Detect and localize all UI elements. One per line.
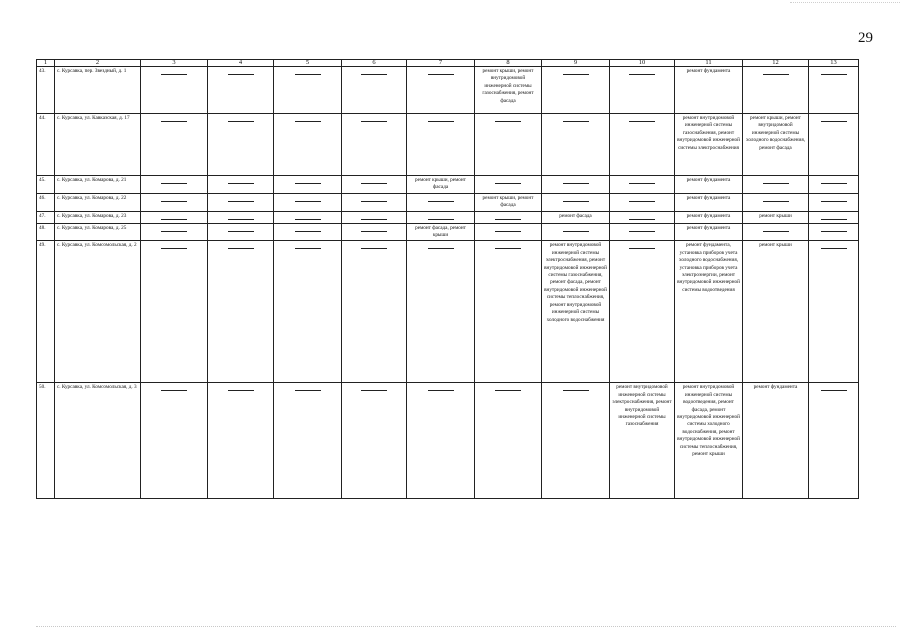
empty-cell <box>542 193 610 211</box>
row-number: 49. <box>37 241 55 383</box>
work-description-cell: ремонт внутридомовой инженерной системы газоснабжения, ремонт внутридомовой инженерной системы электроснабжения <box>675 114 743 176</box>
empty-cell <box>141 223 208 241</box>
dash-mark <box>295 219 321 220</box>
dash-mark <box>629 74 655 75</box>
table-row <box>37 193 859 211</box>
empty-cell <box>141 193 208 211</box>
empty-cell <box>342 193 407 211</box>
empty-cell <box>743 67 809 114</box>
work-description-cell: ремонт фундамента <box>743 383 809 499</box>
dash-mark <box>495 219 521 220</box>
work-description-cell: ремонт крыши, ремонт внутридомовой инженерной системы газоснабжения, ремонт фасада <box>475 67 542 114</box>
empty-cell <box>743 223 809 241</box>
col-header: 6 <box>342 60 407 67</box>
empty-cell <box>475 223 542 241</box>
row-number: 47. <box>37 211 55 223</box>
dash-mark <box>563 201 589 202</box>
dash-mark <box>821 121 847 122</box>
empty-cell <box>809 223 859 241</box>
dash-mark <box>428 74 454 75</box>
empty-cell <box>274 383 342 499</box>
dash-mark <box>563 390 589 391</box>
dash-mark <box>361 231 387 232</box>
empty-cell <box>475 114 542 176</box>
dash-mark <box>228 74 254 75</box>
table-row <box>37 383 859 499</box>
work-description-cell: ремонт фасада, ремонт крыши <box>407 223 475 241</box>
page-number: 29 <box>858 30 873 46</box>
dash-mark <box>821 219 847 220</box>
empty-cell <box>141 383 208 499</box>
empty-cell <box>141 114 208 176</box>
dash-mark <box>161 183 187 184</box>
dash-mark <box>161 248 187 249</box>
dash-mark <box>563 231 589 232</box>
dash-mark <box>161 121 187 122</box>
dash-mark <box>821 248 847 249</box>
empty-cell <box>342 67 407 114</box>
dash-mark <box>295 231 321 232</box>
address-cell: с. Курсавка, пер. Звездный, д. 1 <box>55 67 141 114</box>
col-header: 7 <box>407 60 475 67</box>
dash-mark <box>821 74 847 75</box>
dash-mark <box>361 201 387 202</box>
col-header: 2 <box>55 60 141 67</box>
work-description-cell: ремонт фундамента, установка приборов учета холодного водоснабжения, установка приборов учета электроэнергии, ремонт внутридомовой инженерной системы водоотведения <box>675 241 743 383</box>
dash-mark <box>228 231 254 232</box>
dash-mark <box>629 201 655 202</box>
empty-cell <box>610 176 675 194</box>
empty-cell <box>407 383 475 499</box>
empty-cell <box>475 241 542 383</box>
empty-cell <box>743 193 809 211</box>
dash-mark <box>428 390 454 391</box>
dash-mark <box>228 183 254 184</box>
address-cell: с. Курсавка, ул. Комсомольская, д. 2 <box>55 241 141 383</box>
empty-cell <box>809 383 859 499</box>
col-header: 4 <box>208 60 274 67</box>
dash-mark <box>629 219 655 220</box>
empty-cell <box>274 241 342 383</box>
dash-mark <box>821 231 847 232</box>
empty-cell <box>542 67 610 114</box>
empty-cell <box>274 193 342 211</box>
dash-mark <box>161 201 187 202</box>
dash-mark <box>295 390 321 391</box>
table-row <box>37 114 859 176</box>
dash-mark <box>161 390 187 391</box>
empty-cell <box>407 241 475 383</box>
col-header: 13 <box>809 60 859 67</box>
work-description-cell: ремонт крыши <box>743 211 809 223</box>
address-cell: с. Курсавка, ул. Комарова, д. 23 <box>55 211 141 223</box>
work-description-cell: ремонт внутридомовой инженерной системы электроснабжения, ремонт внутридомовой инженерной системы газоснабжения <box>610 383 675 499</box>
empty-cell <box>542 176 610 194</box>
row-number: 48. <box>37 223 55 241</box>
empty-cell <box>407 211 475 223</box>
dash-mark <box>361 74 387 75</box>
address-cell: с. Курсавка, ул. Комарова, д. 22 <box>55 193 141 211</box>
col-header: 12 <box>743 60 809 67</box>
dash-mark <box>295 201 321 202</box>
empty-cell <box>809 211 859 223</box>
dash-mark <box>495 248 521 249</box>
table-row <box>37 67 859 114</box>
empty-cell <box>141 241 208 383</box>
dash-mark <box>228 121 254 122</box>
work-description-cell: ремонт крыши, ремонт фасада <box>407 176 475 194</box>
col-header: 9 <box>542 60 610 67</box>
dash-mark <box>763 201 789 202</box>
empty-cell <box>274 176 342 194</box>
dash-mark <box>295 248 321 249</box>
dash-mark <box>295 121 321 122</box>
empty-cell <box>274 114 342 176</box>
empty-cell <box>274 223 342 241</box>
dash-mark <box>361 121 387 122</box>
empty-cell <box>208 211 274 223</box>
dash-mark <box>161 219 187 220</box>
scan-artifact-bottom <box>36 626 896 629</box>
dash-mark <box>821 183 847 184</box>
row-number: 46. <box>37 193 55 211</box>
dash-mark <box>428 248 454 249</box>
empty-cell <box>208 223 274 241</box>
dash-mark <box>563 121 589 122</box>
empty-cell <box>342 223 407 241</box>
row-number: 50. <box>37 383 55 499</box>
scan-artifact-top <box>790 2 900 5</box>
dash-mark <box>563 74 589 75</box>
empty-cell <box>809 193 859 211</box>
dash-mark <box>495 231 521 232</box>
work-description-cell: ремонт фундамента <box>675 193 743 211</box>
work-description-cell: ремонт внутридомовой инженерной системы электроснабжения, ремонт внутридомовой инженерной системы газоснабжения, ремонт фасада, ремонт внутридомовой инженерной системы теплоснабжения, ремонт внутридомовой инженерной системы холодного водоснабжения <box>542 241 610 383</box>
col-header: 8 <box>475 60 542 67</box>
header-row <box>37 60 859 67</box>
work-description-cell: ремонт фундамента <box>675 67 743 114</box>
empty-cell <box>542 383 610 499</box>
col-header: 11 <box>675 60 743 67</box>
empty-cell <box>809 241 859 383</box>
empty-cell <box>542 114 610 176</box>
dash-mark <box>161 74 187 75</box>
work-description-cell: ремонт фундамента <box>675 223 743 241</box>
dash-mark <box>228 248 254 249</box>
empty-cell <box>475 383 542 499</box>
dash-mark <box>228 219 254 220</box>
work-description-cell: ремонт крыши <box>743 241 809 383</box>
dash-mark <box>821 390 847 391</box>
empty-cell <box>542 223 610 241</box>
empty-cell <box>141 67 208 114</box>
empty-cell <box>809 114 859 176</box>
dash-mark <box>161 231 187 232</box>
dash-mark <box>763 74 789 75</box>
work-description-cell: ремонт фундамента <box>675 176 743 194</box>
empty-cell <box>407 193 475 211</box>
empty-cell <box>208 383 274 499</box>
empty-cell <box>342 114 407 176</box>
dash-mark <box>629 183 655 184</box>
empty-cell <box>610 114 675 176</box>
col-header: 10 <box>610 60 675 67</box>
dash-mark <box>361 219 387 220</box>
row-number: 44. <box>37 114 55 176</box>
table-row <box>37 241 859 383</box>
work-description-cell: ремонт внутридомовой инженерной системы водоотведения, ремонт фасада, ремонт внутридомовой инженерной системы холодного водоснабжения, ремонт внутридомовой инженерной системы теплоснабжения, ремонт крыши <box>675 383 743 499</box>
row-number: 43. <box>37 67 55 114</box>
empty-cell <box>610 193 675 211</box>
empty-cell <box>208 241 274 383</box>
address-cell: с. Курсавка, ул. Комарова, д. 25 <box>55 223 141 241</box>
dash-mark <box>629 121 655 122</box>
dash-mark <box>763 183 789 184</box>
empty-cell <box>208 114 274 176</box>
address-cell: с. Курсавка, ул. Кавказская, д. 17 <box>55 114 141 176</box>
empty-cell <box>407 114 475 176</box>
empty-cell <box>342 211 407 223</box>
dash-mark <box>361 390 387 391</box>
col-header: 1 <box>37 60 55 67</box>
table-row <box>37 223 859 241</box>
empty-cell <box>610 241 675 383</box>
dash-mark <box>428 121 454 122</box>
col-header: 5 <box>274 60 342 67</box>
empty-cell <box>610 223 675 241</box>
empty-cell <box>208 176 274 194</box>
dash-mark <box>428 201 454 202</box>
dash-mark <box>295 183 321 184</box>
empty-cell <box>274 67 342 114</box>
dash-mark <box>228 390 254 391</box>
dash-mark <box>495 121 521 122</box>
empty-cell <box>208 67 274 114</box>
table-row <box>37 176 859 194</box>
empty-cell <box>208 193 274 211</box>
empty-cell <box>141 211 208 223</box>
dash-mark <box>563 183 589 184</box>
empty-cell <box>342 176 407 194</box>
dash-mark <box>629 248 655 249</box>
address-cell: с. Курсавка, ул. Комарова, д. 21 <box>55 176 141 194</box>
address-cell: с. Курсавка, ул. Комсомольская, д. 3 <box>55 383 141 499</box>
dash-mark <box>295 74 321 75</box>
dash-mark <box>361 183 387 184</box>
dash-mark <box>763 231 789 232</box>
dash-mark <box>821 201 847 202</box>
empty-cell <box>342 383 407 499</box>
empty-cell <box>407 67 475 114</box>
work-description-cell: ремонт крыши, ремонт внутридомовой инженерной системы холодного водоснабжения, ремонт фасада <box>743 114 809 176</box>
empty-cell <box>610 211 675 223</box>
empty-cell <box>475 211 542 223</box>
empty-cell <box>475 176 542 194</box>
col-header: 3 <box>141 60 208 67</box>
empty-cell <box>342 241 407 383</box>
dash-mark <box>629 231 655 232</box>
dash-mark <box>428 219 454 220</box>
dash-mark <box>228 201 254 202</box>
work-description-cell: ремонт фундамента <box>675 211 743 223</box>
empty-cell <box>610 67 675 114</box>
table-body <box>37 67 859 499</box>
dash-mark <box>361 248 387 249</box>
dash-mark <box>495 183 521 184</box>
table-row <box>37 211 859 223</box>
empty-cell <box>809 176 859 194</box>
row-number: 45. <box>37 176 55 194</box>
work-description-cell: ремонт крыши, ремонт фасада <box>475 193 542 211</box>
empty-cell <box>743 176 809 194</box>
empty-cell <box>274 211 342 223</box>
repair-schedule-table <box>36 59 859 499</box>
work-description-cell: ремонт фасада <box>542 211 610 223</box>
empty-cell <box>809 67 859 114</box>
dash-mark <box>495 390 521 391</box>
empty-cell <box>141 176 208 194</box>
